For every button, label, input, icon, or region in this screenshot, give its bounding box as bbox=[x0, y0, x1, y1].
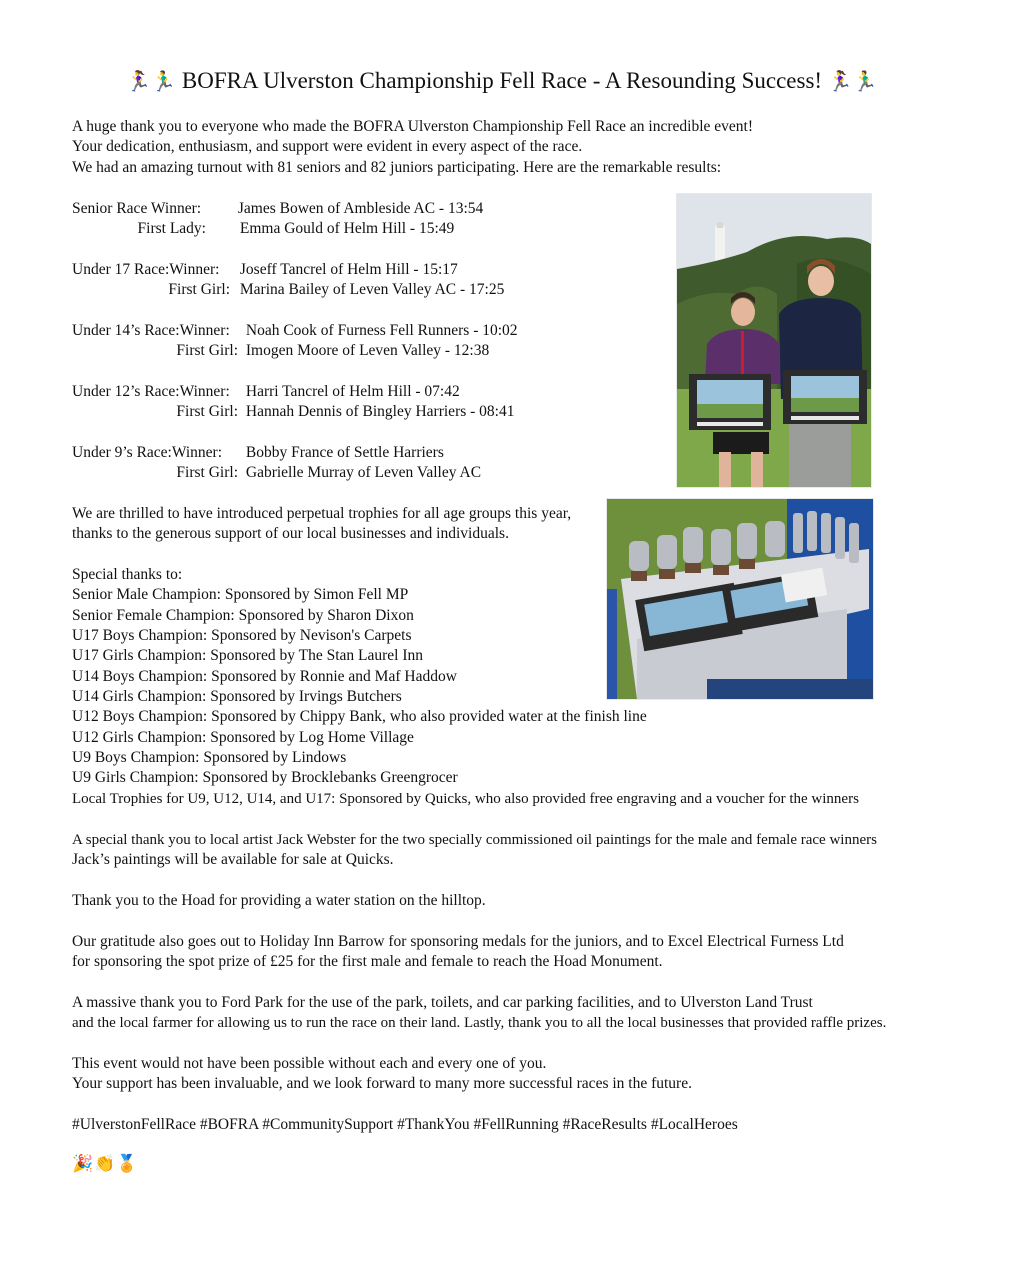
title-text: BOFRA Ulverston Championship Fell Race - A Resounding Success! bbox=[181, 68, 823, 93]
hashtags: #UlverstonFellRace #BOFRA #CommunitySupport #ThankYou #FellRunning #RaceResults #LocalHeroes bbox=[72, 1116, 738, 1133]
result-row bbox=[72, 321, 518, 341]
result-label: First Girl: bbox=[176, 403, 238, 420]
result-label: Under 17 Race:Winner: bbox=[72, 261, 220, 278]
result-value: Noah Cook of Furness Fell Runners - 10:02 bbox=[245, 322, 518, 339]
sponsor-line: U17 Girls Champion: Sponsored by The Stan Laurel Inn bbox=[72, 647, 424, 664]
result-value: Harri Tancrel of Helm Hill - 07:42 bbox=[245, 383, 460, 400]
post-title bbox=[0, 64, 1004, 98]
trophies-line: We are thrilled to have introduced perpetual trophies for all age groups this year, bbox=[72, 505, 572, 522]
intro-line: We had an amazing turnout with 81 seniors and 82 juniors participating. Here are the remarkable results: bbox=[72, 159, 722, 176]
man-figure bbox=[808, 266, 834, 296]
gratitude-line: Our gratitude also goes out to Holiday Inn Barrow for sponsoring medals for the juniors, and to Excel Electrical Furness Ltd bbox=[72, 933, 844, 950]
result-value: Marina Bailey of Leven Valley AC - 17:25 bbox=[239, 281, 505, 298]
runner-emoji-icon: 🏃‍♀️🏃‍♂️ bbox=[126, 69, 177, 93]
closing-line: This event would not have been possible without each and every one of you. bbox=[72, 1055, 547, 1072]
hoad-line: Thank you to the Hoad for providing a water station on the hilltop. bbox=[72, 892, 486, 909]
result-row bbox=[72, 443, 444, 463]
massive-thanks-line: A massive thank you to Ford Park for the use of the park, toilets, and car parking facilities, and to Ulverston Land Trust bbox=[72, 994, 813, 1011]
result-label: Senior Race Winner: bbox=[72, 200, 202, 217]
sponsor-line: Senior Female Champion: Sponsored by Sharon Dixon bbox=[72, 607, 414, 624]
result-label: Under 9’s Race:Winner: bbox=[72, 444, 223, 461]
result-label: Under 14’s Race:Winner: bbox=[72, 322, 230, 339]
winners-photo bbox=[676, 193, 872, 488]
gratitude-line: for sponsoring the spot prize of £25 for the first male and female to reach the Hoad Monument. bbox=[72, 953, 663, 970]
result-value: Gabrielle Murray of Leven Valley AC bbox=[245, 464, 482, 481]
intro-line: A huge thank you to everyone who made the BOFRA Ulverston Championship Fell Race an incredible event! bbox=[72, 118, 754, 135]
result-value: Emma Gould of Helm Hill - 15:49 bbox=[239, 220, 455, 237]
runner-emoji-icon: 🏃‍♀️🏃‍♂️ bbox=[827, 69, 878, 93]
closing-line: Your support has been invaluable, and we look forward to many more successful races in the future. bbox=[72, 1075, 692, 1092]
result-row bbox=[72, 341, 489, 361]
result-label: First Girl: bbox=[168, 281, 230, 298]
winners-photo-image bbox=[677, 194, 871, 487]
result-value: James Bowen of Ambleside AC - 13:54 bbox=[237, 200, 484, 217]
result-row bbox=[72, 402, 514, 422]
trophies-photo bbox=[606, 498, 874, 700]
special-thanks-heading: Special thanks to: bbox=[72, 566, 183, 583]
celebration-emoji-icons: 🎉👏🏅 bbox=[72, 1154, 139, 1174]
result-label: Under 12’s Race:Winner: bbox=[72, 383, 230, 400]
result-row bbox=[72, 260, 458, 280]
result-row bbox=[72, 463, 481, 483]
result-row bbox=[72, 219, 454, 239]
artist-line: Jack’s paintings will be available for sale at Quicks. bbox=[72, 851, 394, 868]
trophies-line: thanks to the generous support of our local businesses and individuals. bbox=[72, 525, 509, 542]
sponsor-line: U9 Boys Champion: Sponsored by Lindows bbox=[72, 749, 347, 766]
result-row bbox=[72, 199, 483, 219]
massive-thanks-line: and the local farmer for allowing us to run the race on their land. Lastly, thank you to all the local businesses that provided raffle prizes. bbox=[72, 1015, 887, 1031]
sponsor-line: U14 Girls Champion: Sponsored by Irvings Butchers bbox=[72, 688, 402, 705]
result-value: Hannah Dennis of Bingley Harriers - 08:41 bbox=[245, 403, 515, 420]
sponsor-line: U12 Boys Champion: Sponsored by Chippy Bank, who also provided water at the finish line bbox=[72, 708, 647, 725]
result-value: Imogen Moore of Leven Valley - 12:38 bbox=[245, 342, 490, 359]
woman-figure bbox=[731, 298, 755, 326]
result-label: First Girl: bbox=[176, 464, 238, 481]
result-row bbox=[72, 382, 460, 402]
result-label: First Lady: bbox=[137, 220, 206, 237]
sponsor-line: U17 Boys Champion: Sponsored by Nevison's Carpets bbox=[72, 627, 412, 644]
result-row bbox=[72, 280, 504, 300]
trophies-photo-image bbox=[607, 499, 873, 699]
result-value: Joseff Tancrel of Helm Hill - 15:17 bbox=[239, 261, 458, 278]
result-label: First Girl: bbox=[176, 342, 238, 359]
sponsor-line: U14 Boys Champion: Sponsored by Ronnie and Maf Haddow bbox=[72, 668, 457, 685]
sponsor-line: Senior Male Champion: Sponsored by Simon Fell MP bbox=[72, 586, 409, 603]
sponsor-line: Local Trophies for U9, U12, U14, and U17: Sponsored by Quicks, who also provided free engraving and a voucher for the winners bbox=[72, 791, 859, 807]
sponsor-line: U12 Girls Champion: Sponsored by Log Home Village bbox=[72, 729, 414, 746]
intro-line: Your dedication, enthusiasm, and support were evident in every aspect of the race. bbox=[72, 138, 583, 155]
artist-line: A special thank you to local artist Jack Webster for the two specially commissioned oil paintings for the male and female race winners bbox=[72, 832, 877, 848]
result-value: Bobby France of Settle Harriers bbox=[245, 444, 444, 461]
sponsor-line: U9 Girls Champion: Sponsored by Brocklebanks Greengrocer bbox=[72, 769, 458, 786]
